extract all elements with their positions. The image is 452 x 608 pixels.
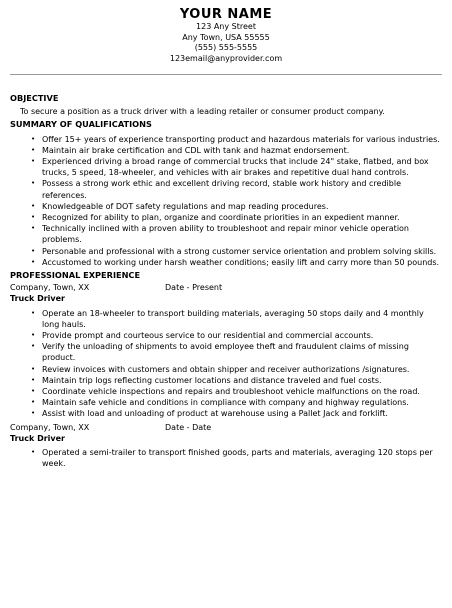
list-item: • Possess a strong work ethic and excellent driving record, stable work history and credible references. <box>31 179 401 200</box>
job-duties-list <box>10 447 442 469</box>
list-item: • Review invoices with customers and obtain shipper and receiver authorizations /signatures. <box>31 364 410 374</box>
bullet-icon: • <box>31 342 36 351</box>
list-item: • Personable and professional with a strong customer service orientation and problem solving skills. <box>31 246 437 256</box>
list-item: • Knowledgeable of DOT safety regulations and map reading procedures. <box>31 201 329 211</box>
list-item: • Operate an 18-wheeler to transport building materials, averaging 50 stops daily and 4 monthly long hauls. <box>31 308 424 329</box>
bullet-icon: • <box>31 224 36 233</box>
resume-body <box>10 93 442 472</box>
bullet-icon: • <box>31 364 36 373</box>
qualifications-heading: SUMMARY OF QUALIFICATIONS <box>10 119 152 130</box>
header-divider <box>10 74 442 75</box>
list-item: • Technically inclined with a proven ability to troubleshoot and repair minor vehicle operation problems. <box>31 224 410 245</box>
job-dates: Date - Date <box>165 422 212 432</box>
job-company: Company, Town, XX <box>10 422 90 432</box>
job-company-line <box>10 422 442 433</box>
list-item: • Accustomed to working under harsh weather conditions; easily lift and carry more than 50 pounds. <box>31 257 440 267</box>
bullet-icon: • <box>31 409 36 418</box>
objective-heading: OBJECTIVE <box>10 93 59 103</box>
bullet-icon: • <box>31 134 36 143</box>
bullet-icon: • <box>31 157 36 166</box>
list-item: • Maintain safe vehicle and conditions in compliance with company and highway regulations. <box>31 398 409 408</box>
bullet-icon: • <box>31 331 36 340</box>
candidate-name: YOUR NAME <box>179 7 273 22</box>
list-item: • Recognized for ability to plan, organize and coordinate priorities in an expedient manner. <box>31 213 400 223</box>
list-item: • Assist with load and unloading of product at warehouse using a Pallet Jack and forklift. <box>31 409 388 419</box>
phone-number: (555) 555-5555 <box>194 43 258 52</box>
job-title: Truck Driver <box>10 294 65 304</box>
list-item: • Experienced driving a broad range of commercial trucks that include 24" stake, flatbed, and box trucks, 5 speed, 18-wheeler, and vehicles with air brakes and repetitive dual hand controls. <box>31 157 429 178</box>
list-item: • Maintain air brake certification and CDL with tank and hazmat endorsement. <box>31 145 350 155</box>
job-title: Truck Driver <box>10 433 65 443</box>
qualifications-list <box>10 134 442 268</box>
list-item: • Coordinate vehicle inspections and repairs and troubleshoot vehicle malfunctions on the road. <box>31 387 420 397</box>
street-address: 123 Any Street <box>196 22 256 31</box>
list-item: • Maintain trip logs reflecting customer locations and distance traveled and fuel costs. <box>31 375 382 385</box>
list-item: • Verify the unloading of shipments to avoid employee theft and fraudulent claims of missing product. <box>31 342 409 363</box>
bullet-icon: • <box>31 201 36 210</box>
bullet-icon: • <box>31 387 36 396</box>
resume-header <box>0 8 452 64</box>
city-address: Any Town, USA 55555 <box>182 32 270 42</box>
job-company: Company, Town, XX <box>10 283 90 293</box>
list-item: • Offer 15+ years of experience transporting product and hazardous materials for various industries. <box>31 134 440 144</box>
job-duties-list <box>10 308 442 420</box>
bullet-icon: • <box>31 257 36 266</box>
objective-text: To secure a position as a truck driver with a leading retailer or consumer product company. <box>20 107 385 117</box>
email-address: 123email@anyprovider.com <box>169 53 283 63</box>
bullet-icon: • <box>31 179 36 188</box>
bullet-icon: • <box>31 398 36 407</box>
bullet-icon: • <box>31 308 36 317</box>
job-dates: Date - Present <box>165 283 223 293</box>
bullet-icon: • <box>31 448 36 457</box>
list-item: • Provide prompt and courteous service to our residential and commercial accounts. <box>31 331 374 341</box>
list-item: • Operated a semi-trailer to transport finished goods, parts and materials, averaging 120 stops per week. <box>31 448 433 469</box>
bullet-icon: • <box>31 246 36 255</box>
bullet-icon: • <box>31 213 36 222</box>
job-company-line <box>10 282 442 293</box>
bullet-icon: • <box>31 145 36 154</box>
bullet-icon: • <box>31 375 36 384</box>
experience-heading: PROFESSIONAL EXPERIENCE <box>10 270 141 281</box>
